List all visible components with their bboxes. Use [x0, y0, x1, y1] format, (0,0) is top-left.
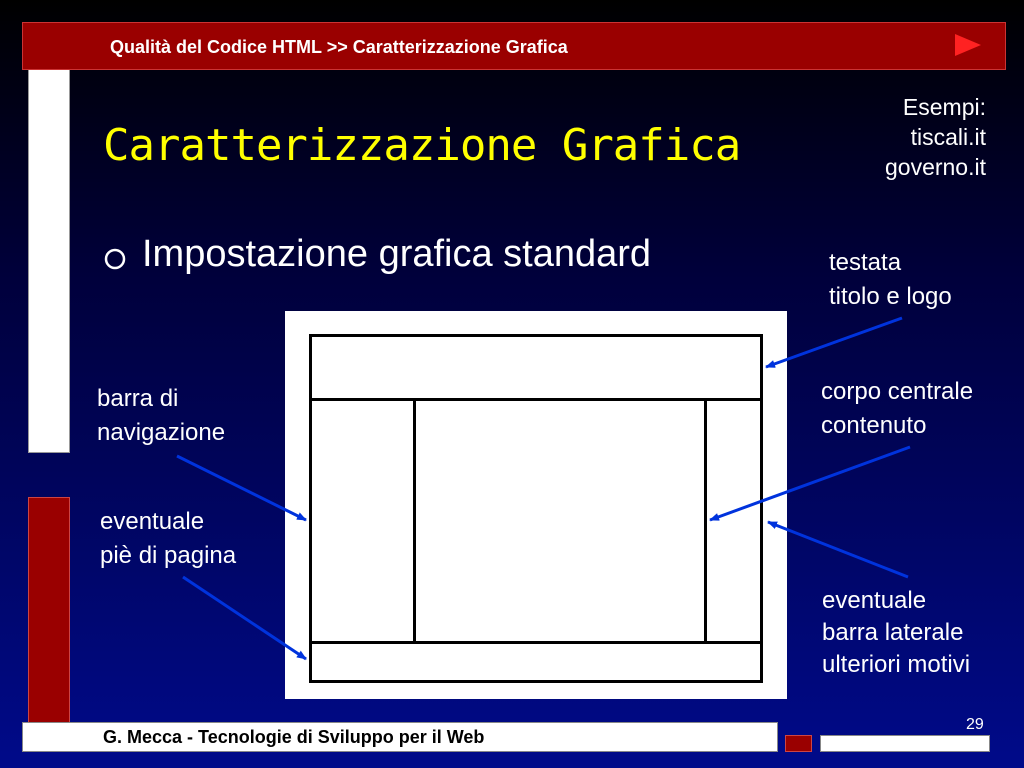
callout-footer: eventuale piè di pagina — [100, 508, 237, 569]
callout-laterale: eventuale barra laterale ulteriori motivi — [822, 587, 971, 678]
decorative-mini-red — [785, 735, 812, 752]
arrow-testata — [766, 318, 902, 367]
callout-corpo: corpo centrale contenuto — [821, 378, 974, 439]
arrow-footer — [183, 577, 306, 659]
bullet-text: Impostazione grafica standard — [142, 233, 652, 275]
examples-label: Esempi: — [902, 94, 986, 120]
arrow-laterale — [768, 522, 908, 577]
callout-navigazione: barra di navigazione — [97, 385, 226, 446]
decorative-mini-white — [820, 735, 990, 752]
example-tiscali: tiscali.it — [910, 124, 986, 150]
arrow-navigazione — [177, 456, 306, 520]
arrow-corpo — [710, 447, 910, 520]
slide-title: Caratterizzazione Grafica — [103, 120, 741, 171]
header-title: Qualità del Codice HTML >> Caratterizzazione Grafica — [110, 37, 568, 57]
callout-testata: testata titolo e logo — [829, 249, 952, 310]
example-governo: governo.it — [884, 154, 986, 180]
footer-text: G. Mecca - Tecnologie di Sviluppo per il Web — [103, 727, 485, 747]
page-number: 29 — [966, 716, 984, 733]
